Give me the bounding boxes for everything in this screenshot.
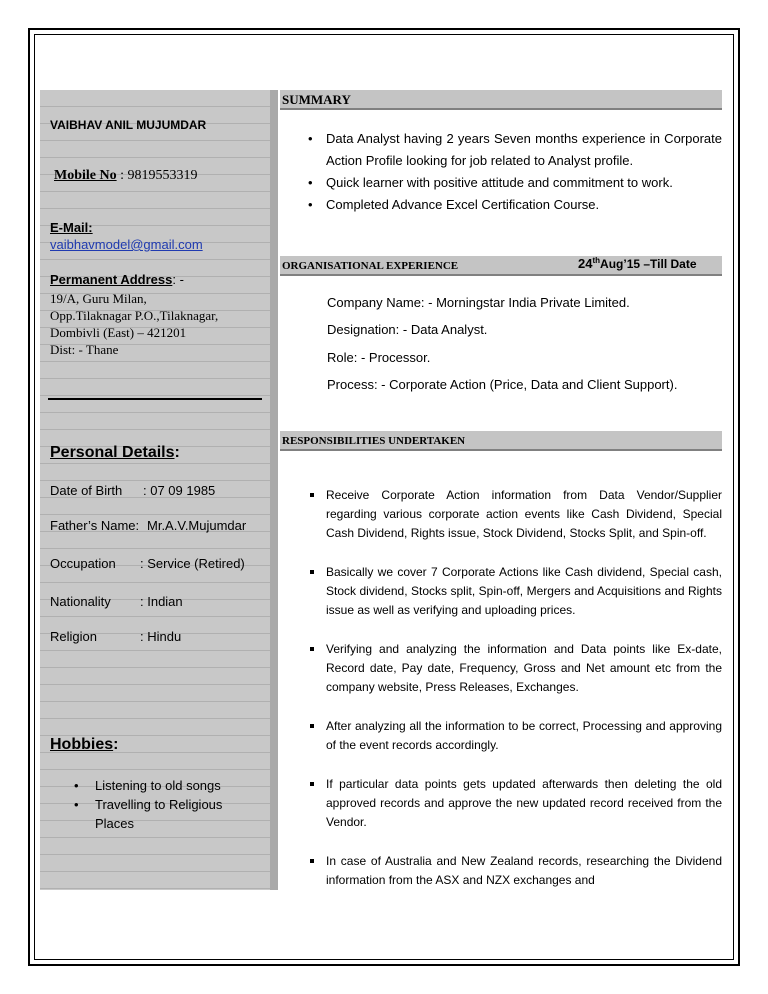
address-line: 19/A, Guru Milan, xyxy=(50,291,147,306)
address-label-line xyxy=(50,272,184,287)
mobile-line xyxy=(54,168,198,184)
date-suffix: th xyxy=(592,256,601,265)
mobile-value: : 9819553319 xyxy=(116,168,198,183)
dob-label: Date of Birth xyxy=(50,483,123,498)
experience-date xyxy=(578,256,697,271)
process-line: Process: - Corporate Action (Price, Data and Client Support). xyxy=(327,377,678,392)
email-link[interactable]: vaibhavmodel@gmail.com xyxy=(50,237,203,252)
dob-value: : 07 09 1985 xyxy=(143,483,216,498)
sidebar xyxy=(40,90,278,890)
summary-header: SUMMARY xyxy=(280,90,722,110)
address-label: Permanent Address xyxy=(50,272,173,287)
nationality-row xyxy=(50,594,183,609)
address-line: Dombivli (East) – 421201 xyxy=(50,325,187,340)
experience-header xyxy=(280,256,722,276)
list-item: • Listening to old songs xyxy=(70,776,240,795)
personal-details-title: Personal Details xyxy=(50,444,175,461)
list-item: Basically we cover 7 Corporate Actions like Cash dividend, Special cash, Stock dividend, Stocks split, Spin-off, Mergers and Acquisitions and Rights issue as well as verifying and uploading prices. xyxy=(308,563,722,620)
list-item: If particular data points gets updated afterwards then deleting the old approved records and approve the new updated record received from the Vendor. xyxy=(308,775,722,832)
occupation-value: : Service (Retired) xyxy=(140,556,245,571)
company-line: Company Name: - Morningstar India Private Limited. xyxy=(327,295,630,310)
personal-details-colon: : xyxy=(174,444,180,461)
hobbies-title: Hobbies xyxy=(50,736,114,753)
role-line: Role: - Processor. xyxy=(327,350,431,365)
list-item: • Travelling to Religious Places xyxy=(70,795,240,833)
occupation-row xyxy=(50,556,245,571)
religion-label: Religion xyxy=(50,629,97,644)
address-line: Dist: - Thane xyxy=(50,342,119,357)
list-item: • Completed Advance Excel Certification Course. xyxy=(308,194,722,216)
list-item: Verifying and analyzing the information and Data points like Ex-date, Record date, Pay date, Frequency, Gross and Net amount etc from the company website, Press Releases, Exchanges. xyxy=(308,640,722,697)
father-label: Father’s Name: xyxy=(50,518,140,533)
responsibilities-header: RESPONSIBILITIES UNDERTAKEN xyxy=(280,431,722,451)
list-item: In case of Australia and New Zealand records, researching the Dividend information from the ASX and NZX exchanges and xyxy=(308,852,722,890)
list-item: After analyzing all the information to be correct, Processing and approving of the event records accordingly. xyxy=(308,717,722,755)
nationality-value: : Indian xyxy=(140,594,183,609)
father-value: Mr.A.V.Mujumdar xyxy=(147,518,247,533)
sidebar-divider xyxy=(48,398,262,400)
summary-list xyxy=(308,128,722,216)
list-item: • Quick learner with positive attitude and commitment to work. xyxy=(308,172,722,194)
list-item: • Data Analyst having 2 years Seven months experience in Corporate Action Profile looking for job related to Analyst profile. xyxy=(308,128,722,172)
father-row xyxy=(50,518,246,533)
designation-line: Designation: - Data Analyst. xyxy=(327,322,488,337)
mobile-label: Mobile No xyxy=(54,168,117,183)
dob-row xyxy=(50,483,215,498)
hobbies-list xyxy=(70,776,240,833)
experience-title: ORGANISATIONAL EXPERIENCE xyxy=(282,260,459,272)
hobbies-colon: : xyxy=(113,736,119,753)
nationality-label: Nationality xyxy=(50,594,111,609)
date-day: 24 xyxy=(578,256,593,271)
hobbies-heading xyxy=(50,736,118,754)
responsibilities-list xyxy=(308,486,722,910)
occupation-label: Occupation xyxy=(50,556,116,571)
address-block xyxy=(50,290,265,358)
address-line: Opp.Tilaknagar P.O.,Tilaknagar, xyxy=(50,308,219,323)
list-item: Receive Corporate Action information from Data Vendor/Supplier regarding various corporate action events like Cash Dividend, Special Cash Dividend, Rights issue, Stock Dividend, Stocks Split, and Spin-off. xyxy=(308,486,722,543)
candidate-name: VAIBHAV ANIL MUJUMDAR xyxy=(50,118,207,132)
personal-details-heading xyxy=(50,444,180,462)
email-label: E-Mail: xyxy=(50,220,93,235)
date-rest: Aug’15 –Till Date xyxy=(600,257,697,271)
religion-value: : Hindu xyxy=(140,629,182,644)
religion-row xyxy=(50,629,181,644)
address-label-suffix: : - xyxy=(172,272,184,287)
